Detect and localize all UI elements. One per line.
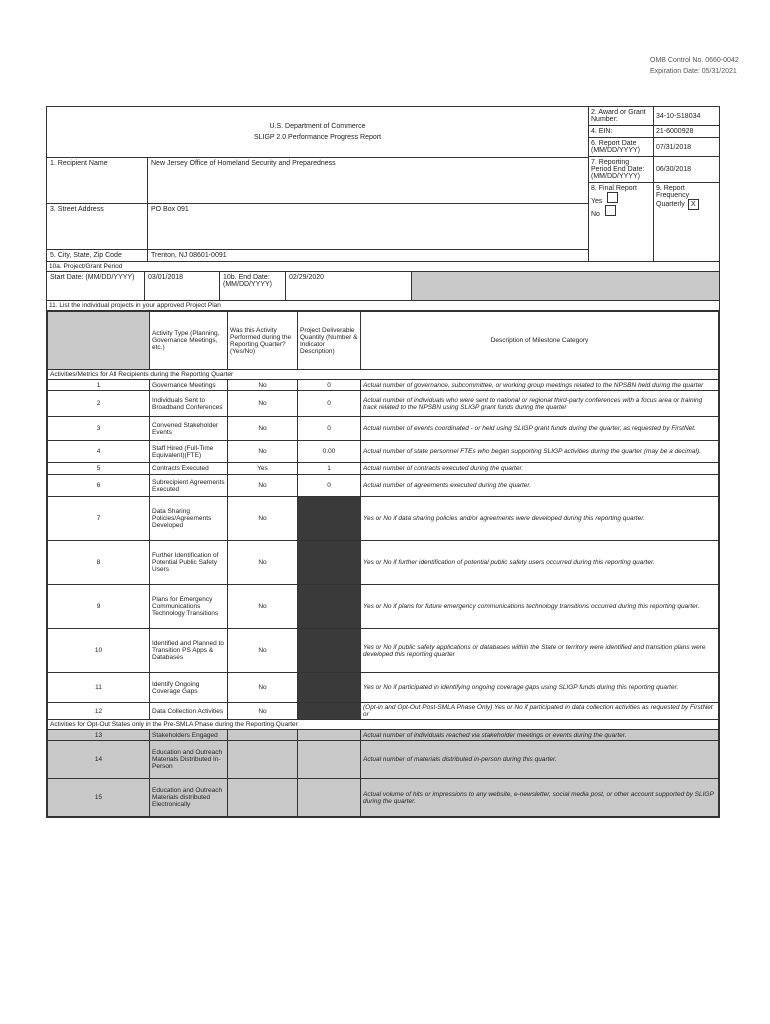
table-row bbox=[48, 463, 719, 475]
agency-name: U.S. Department of Commerce bbox=[269, 123, 366, 130]
final-yes-checkbox[interactable] bbox=[607, 192, 618, 203]
row-type: Data Collection Activities bbox=[150, 703, 228, 720]
row-type: Identify Ongoing Coverage Gaps bbox=[150, 673, 228, 703]
start-date-value: 03/01/2018 bbox=[144, 272, 219, 300]
row-n: 9 bbox=[48, 585, 150, 629]
row-type: Identified and Planned to Transition PS Apps & Databases bbox=[150, 629, 228, 673]
row-n: 10 bbox=[48, 629, 150, 673]
row-yn[interactable]: No bbox=[228, 703, 298, 720]
omb-info bbox=[650, 55, 739, 77]
table-row bbox=[48, 585, 719, 629]
omb-expiration: Expiration Date: 05/31/2021 bbox=[650, 68, 737, 75]
row-n: 5 bbox=[48, 463, 150, 475]
row-yn[interactable]: No bbox=[228, 380, 298, 391]
row-type: Data Sharing Policies/Agreements Developed bbox=[150, 497, 228, 541]
period-end-label: 7. Reporting Period End Date: (MM/DD/YYYY) bbox=[591, 159, 645, 180]
row-n: 11 bbox=[48, 673, 150, 703]
row-type: Contracts Executed bbox=[150, 463, 228, 475]
city-label: 5. City, State, Zip Code bbox=[50, 252, 122, 259]
progress-report-form bbox=[46, 106, 720, 818]
recipient-label: 1. Recipient Name bbox=[50, 160, 108, 167]
frequency-checkbox[interactable]: X bbox=[688, 199, 699, 210]
report-date-label: 6. Report Date (MM/DD/YYYY) bbox=[591, 140, 640, 154]
report-title-block bbox=[47, 107, 588, 158]
ein-label: 4. EIN: bbox=[591, 128, 613, 135]
row-desc: Actual number of agreements executed during the quarter. bbox=[361, 475, 719, 497]
row-desc: Yes or No if participated in identifying ongoing coverage gaps using SLIGP funds during this reporting quarter. bbox=[361, 673, 719, 703]
row-yn[interactable]: No bbox=[228, 441, 298, 463]
table-row bbox=[48, 629, 719, 673]
table-row bbox=[48, 497, 719, 541]
row-n: 13 bbox=[48, 730, 150, 741]
row-n: 15 bbox=[48, 779, 150, 817]
row-qty[interactable] bbox=[298, 585, 361, 629]
row-n: 6 bbox=[48, 475, 150, 497]
grant-period-label: 10a. Project/Grant Period bbox=[47, 262, 719, 272]
milestone-rows bbox=[48, 370, 719, 817]
section-all-recipients: Activities/Metrics for All Recipients during the Reporting Quarter bbox=[48, 370, 719, 380]
row-qty[interactable] bbox=[298, 741, 361, 779]
table-row bbox=[48, 541, 719, 585]
row-yn[interactable]: No bbox=[228, 585, 298, 629]
row-desc: Actual number of individuals who were sent to national or regional third-party conferences with a focus area or training track related to the NPSBN using SLIGP grant funds during the quarter bbox=[361, 391, 719, 417]
row-qty[interactable]: 0 bbox=[298, 475, 361, 497]
row-yn[interactable]: No bbox=[228, 673, 298, 703]
street-value: PO Box 091 bbox=[147, 204, 588, 249]
table-row bbox=[48, 673, 719, 703]
row-yn[interactable]: No bbox=[228, 475, 298, 497]
row-yn[interactable]: No bbox=[228, 417, 298, 441]
street-label: 3. Street Address bbox=[50, 206, 104, 213]
row-desc: Actual number of state personnel FTEs who began supporting SLIGP activities during the quarter (may be a decimal). bbox=[361, 441, 719, 463]
row-desc: Actual number of individuals reached via stakeholder meetings or events during the quarter. bbox=[361, 730, 719, 741]
row-qty[interactable]: 1 bbox=[298, 463, 361, 475]
row-desc: Yes or No if public safety applications or databases within the State or territory were identified and transition plans were developed this reporting quarter bbox=[361, 629, 719, 673]
award-label: 2. Award or Grant Number: bbox=[591, 109, 646, 123]
col-blank bbox=[48, 312, 150, 370]
row-qty[interactable] bbox=[298, 730, 361, 741]
row-type: Governance Meetings bbox=[150, 380, 228, 391]
final-report-label: 8. Final Report bbox=[591, 185, 637, 192]
row-desc: Actual number of events coordinated - or held using SLIGP grant funds during the quarter, as requested by FirstNet. bbox=[361, 417, 719, 441]
end-date-value: 02/29/2020 bbox=[285, 272, 411, 300]
table-row bbox=[48, 703, 719, 720]
final-report bbox=[589, 183, 653, 261]
row-type: Education and Outreach Materials Distributed In-Person bbox=[150, 741, 228, 779]
row-yn[interactable] bbox=[228, 779, 298, 817]
row-desc: Yes or No if data sharing policies and/or agreements were developed during this reporting quarter. bbox=[361, 497, 719, 541]
table-row bbox=[48, 730, 719, 741]
frequency-label: 9. Report Frequency bbox=[656, 185, 690, 199]
period-shaded bbox=[411, 272, 719, 300]
col-quantity: Project Deliverable Quantity (Number & Indicator Description) bbox=[298, 312, 361, 370]
row-desc: Actual volume of hits or impressions to any website, e-newsletter, social media post, or other account supported by SLIGP during the quarter. bbox=[361, 779, 719, 817]
row-qty[interactable] bbox=[298, 703, 361, 720]
period-end-value: 06/30/2018 bbox=[653, 157, 719, 182]
award-value: 34-10-S18034 bbox=[653, 107, 719, 125]
row-type: Education and Outreach Materials distributed Electronically bbox=[150, 779, 228, 817]
row-yn[interactable]: No bbox=[228, 541, 298, 585]
start-date-label: Start Date: (MM/DD/YYYY) bbox=[50, 274, 135, 281]
row-qty[interactable]: 0.00 bbox=[298, 441, 361, 463]
table-row bbox=[48, 380, 719, 391]
row-qty[interactable]: 0 bbox=[298, 417, 361, 441]
ein-value: 21-6000928 bbox=[653, 126, 719, 137]
row-yn[interactable] bbox=[228, 730, 298, 741]
report-info-panel bbox=[588, 107, 719, 261]
frequency-value: Quarterly bbox=[656, 201, 685, 208]
row-qty[interactable] bbox=[298, 541, 361, 585]
row-yn[interactable]: No bbox=[228, 497, 298, 541]
col-description: Description of Milestone Category bbox=[361, 312, 719, 370]
row-type: Stakeholders Engaged bbox=[150, 730, 228, 741]
table-row bbox=[48, 417, 719, 441]
row-type: Further Identification of Potential Public Safety Users bbox=[150, 541, 228, 585]
row-desc: Actual number of governance, subcommittee, or working group meetings related to the NPSBN held during the quarter bbox=[361, 380, 719, 391]
table-row bbox=[48, 741, 719, 779]
row-n: 7 bbox=[48, 497, 150, 541]
row-n: 1 bbox=[48, 380, 150, 391]
table-row bbox=[48, 779, 719, 817]
end-date-label: 10b. End Date: (MM/DD/YYYY) bbox=[219, 272, 285, 300]
milestone-table bbox=[47, 311, 719, 817]
final-no: No bbox=[591, 211, 600, 218]
row-yn[interactable]: No bbox=[228, 629, 298, 673]
final-yes: Yes bbox=[591, 198, 603, 205]
row-qty[interactable] bbox=[298, 497, 361, 541]
report-title: SLIGP 2.0 Performance Progress Report bbox=[253, 134, 382, 141]
row-n: 12 bbox=[48, 703, 150, 720]
row-type: Subrecipient Agreements Executed bbox=[150, 475, 228, 497]
row-desc: Actual number of contracts executed during the quarter. bbox=[361, 463, 719, 475]
row-qty[interactable]: 0 bbox=[298, 380, 361, 391]
section-opt-out: Activities for Opt-Out States only in the Pre-SMLA Phase during the Reporting Quarter bbox=[48, 720, 719, 730]
row-n: 14 bbox=[48, 741, 150, 779]
row-desc: (Opt-in and Opt-Out Post-SMLA Phase Only) Yes or No if participated in data collection activities as requested by FirstNet or bbox=[361, 703, 719, 720]
col-performed: Was this Activity Performed during the Reporting Quarter? (Yes/No) bbox=[228, 312, 298, 370]
row-n: 4 bbox=[48, 441, 150, 463]
row-desc: Yes or No if plans for future emergency communications technology transitions occurred during this reporting quarter. bbox=[361, 585, 719, 629]
omb-control: OMB Control No. 0660-0042 bbox=[650, 57, 739, 64]
report-date-value: 07/31/2018 bbox=[653, 138, 719, 156]
row-n: 3 bbox=[48, 417, 150, 441]
row-n: 2 bbox=[48, 391, 150, 417]
table-row bbox=[48, 475, 719, 497]
row-yn[interactable] bbox=[228, 741, 298, 779]
city-value: Trenton, NJ 08601-0091 bbox=[147, 250, 588, 261]
row-n: 8 bbox=[48, 541, 150, 585]
recipient-value: New Jersey Office of Homeland Security and Preparedness bbox=[147, 158, 588, 203]
row-type: Individuals Sent to Broadband Conferences bbox=[150, 391, 228, 417]
row-desc: Actual number of materials distributed in-person during this quarter. bbox=[361, 741, 719, 779]
row-yn[interactable]: No bbox=[228, 391, 298, 417]
row-qty[interactable]: 0 bbox=[298, 391, 361, 417]
row-type: Plans for Emergency Communications Technology Transitions bbox=[150, 585, 228, 629]
row-type: Convened Stakeholder Events bbox=[150, 417, 228, 441]
table-row bbox=[48, 441, 719, 463]
row-qty[interactable] bbox=[298, 673, 361, 703]
col-activity-type: Activity Type (Planning, Governance Meetings, etc.) bbox=[150, 312, 228, 370]
projects-label: 11. List the individual projects in your approved Project Plan bbox=[47, 301, 719, 311]
row-type: Staff Hired (Full-Time Equivalent)(FTE) bbox=[150, 441, 228, 463]
row-qty[interactable] bbox=[298, 779, 361, 817]
final-no-checkbox[interactable] bbox=[605, 205, 616, 216]
table-row bbox=[48, 391, 719, 417]
row-qty[interactable] bbox=[298, 629, 361, 673]
row-yn[interactable]: Yes bbox=[228, 463, 298, 475]
form-header bbox=[47, 107, 719, 262]
row-desc: Yes or No if further identification of potential public safety users occurred during this reporting quarter. bbox=[361, 541, 719, 585]
